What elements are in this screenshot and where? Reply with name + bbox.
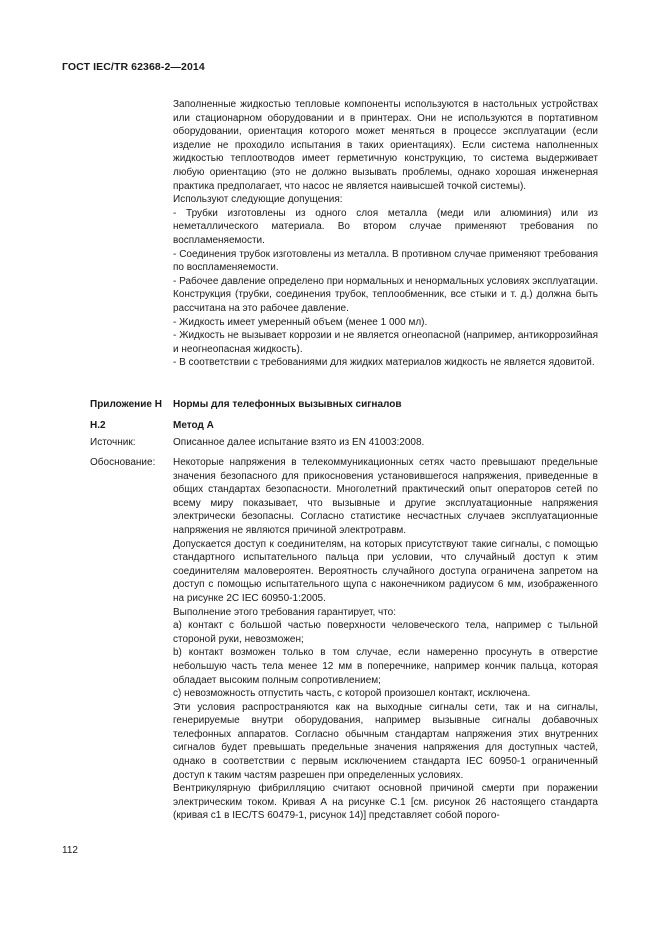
rationale-paragraph-5: b) контакт возможен только в том случае, если намеренно просунуть в отверстие небольшую часть тела менее 12 мм в поперечнике, например кончик пальца, которая обладает высоким полным сопротивлением;: [173, 647, 598, 686]
method-title: Метод А: [173, 420, 214, 431]
intro-paragraph-7: - Жидкость не вызывает коррозии и не является огнеопасной (например, антикоррозийная и неогнеопасная жидкость).: [173, 330, 598, 355]
annex-heading: [90, 398, 598, 412]
page-number: 112: [62, 845, 78, 856]
rationale-paragraph-7: Эти условия распространяются как на выходные сигналы сети, так и на сигналы, генерируемые внутри оборудования, например вызывные сигналы добавочных телефонных аппаратов. Согласно обычным стандартам напряжения этих внутренних сигналов будет превышать предельные значения напряжения для доступных частей, однако в соответствии с первым исключением стандарта IEC 60950-1 ограниченный доступ к таким частям разрешен при определенных условиях.: [173, 701, 598, 781]
intro-paragraph-4: - Соединения трубок изготовлены из металла. В противном случае применяют требования по воспламеняемости.: [173, 248, 598, 274]
source-row: [90, 436, 598, 450]
intro-paragraph-5: - Рабочее давление определено при нормальных и ненормальных условиях эксплуатации. Конструкция (трубки, соединения трубок, теплообменник, все стыки и т. д.) должна быть рассчитана на это рабочее давление.: [173, 275, 598, 314]
method-label: Н.2: [90, 420, 106, 431]
rationale-paragraph-1: Некоторые напряжения в телекоммуникационных сетях часто превышают предельные значения безопасного для прикосновения установившегося напряжения, приведенные в общих стандартах безопасности. Многолетний практический опыт операторов сетей по всему миру показывает, что вызывные и другие эксплуатационные напряжения электрически безопасны. Согласно статистике несчастных случаев эксплуатационные напряжения не являются причиной электротравм.: [173, 457, 598, 536]
rationale-paragraph-8: Вентрикулярную фибрилляцию считают основной причиной смерти при поражении электрическим током. Кривая А на рисунке С.1 [см. рисунок 26 настоящего стандарта (кривая с1 в IEC/TS 60479-1, рисунок 14)] представляет собой порого-: [173, 783, 598, 822]
intro-paragraph-2: Используют следующие допущения:: [173, 194, 343, 206]
intro-paragraph-1: Заполненные жидкостью тепловые компоненты используются в настольных устройствах или стационарном оборудовании и в принтерах. Они не используются в портативном оборудовании, ориентация которого может меняться в процессе эксплуатации (если изделие не проходило испытания в таких ориентациях). Если система наполненных жидкостью теплоотводов имеет герметичную конструкцию, то система выдерживает любую ориентацию (это не должно вызывать проблемы, однако хорошая инженерная практика предполагает, что насос не является наивысшей точкой системы).: [173, 99, 598, 192]
document-header: ГОСТ IEC/TR 62368-2—2014: [62, 61, 205, 73]
intro-paragraph-6: - Жидкость имеет умеренный объем (менее 1 000 мл).: [173, 316, 428, 328]
intro-paragraph-8: - В соответствии с требованиями для жидких материалов жидкость не является ядовитой.: [173, 357, 595, 369]
annex-title: Нормы для телефонных вызывных сигналов: [173, 399, 402, 410]
rationale-label: Обоснование:: [90, 457, 156, 468]
rationale-paragraph-4: a) контакт с большой частью поверхности человеческого тела, например с тыльной стороной руки, невозможен;: [173, 620, 598, 645]
rationale-paragraph-6: c) невозможность отпустить часть, с которой произошел контакт, исключена.: [173, 688, 531, 700]
source-label: Источник:: [90, 437, 136, 448]
intro-paragraph-3: - Трубки изготовлены из одного слоя металла (меди или алюминия) или из неметаллического материала. Во втором случае применяют требования по воспламеняемости.: [173, 207, 598, 246]
rationale-paragraph-3: Выполнение этого требования гарантирует, что:: [173, 606, 397, 618]
annex-label: Приложение Н: [90, 399, 162, 410]
rationale-row: [90, 456, 598, 836]
rationale-paragraph-2: Допускается доступ к соединителям, на которых присутствуют такие сигналы, с помощью стандартного испытательного пальца при условии, что случайный доступ к этим соединителям маловероятен. Вероятность случайного доступа ограничена запретом на доступ с помощью испытательного щупа с наконечником радиусом 6 мм, изображенного на рисунке 2С IEC 60950-1:2005.: [173, 538, 598, 604]
intro-block: [173, 98, 598, 370]
method-heading: [90, 419, 598, 433]
rationale-text: [173, 456, 598, 823]
source-text: Описанное далее испытание взято из EN 41003:2008.: [173, 437, 425, 448]
